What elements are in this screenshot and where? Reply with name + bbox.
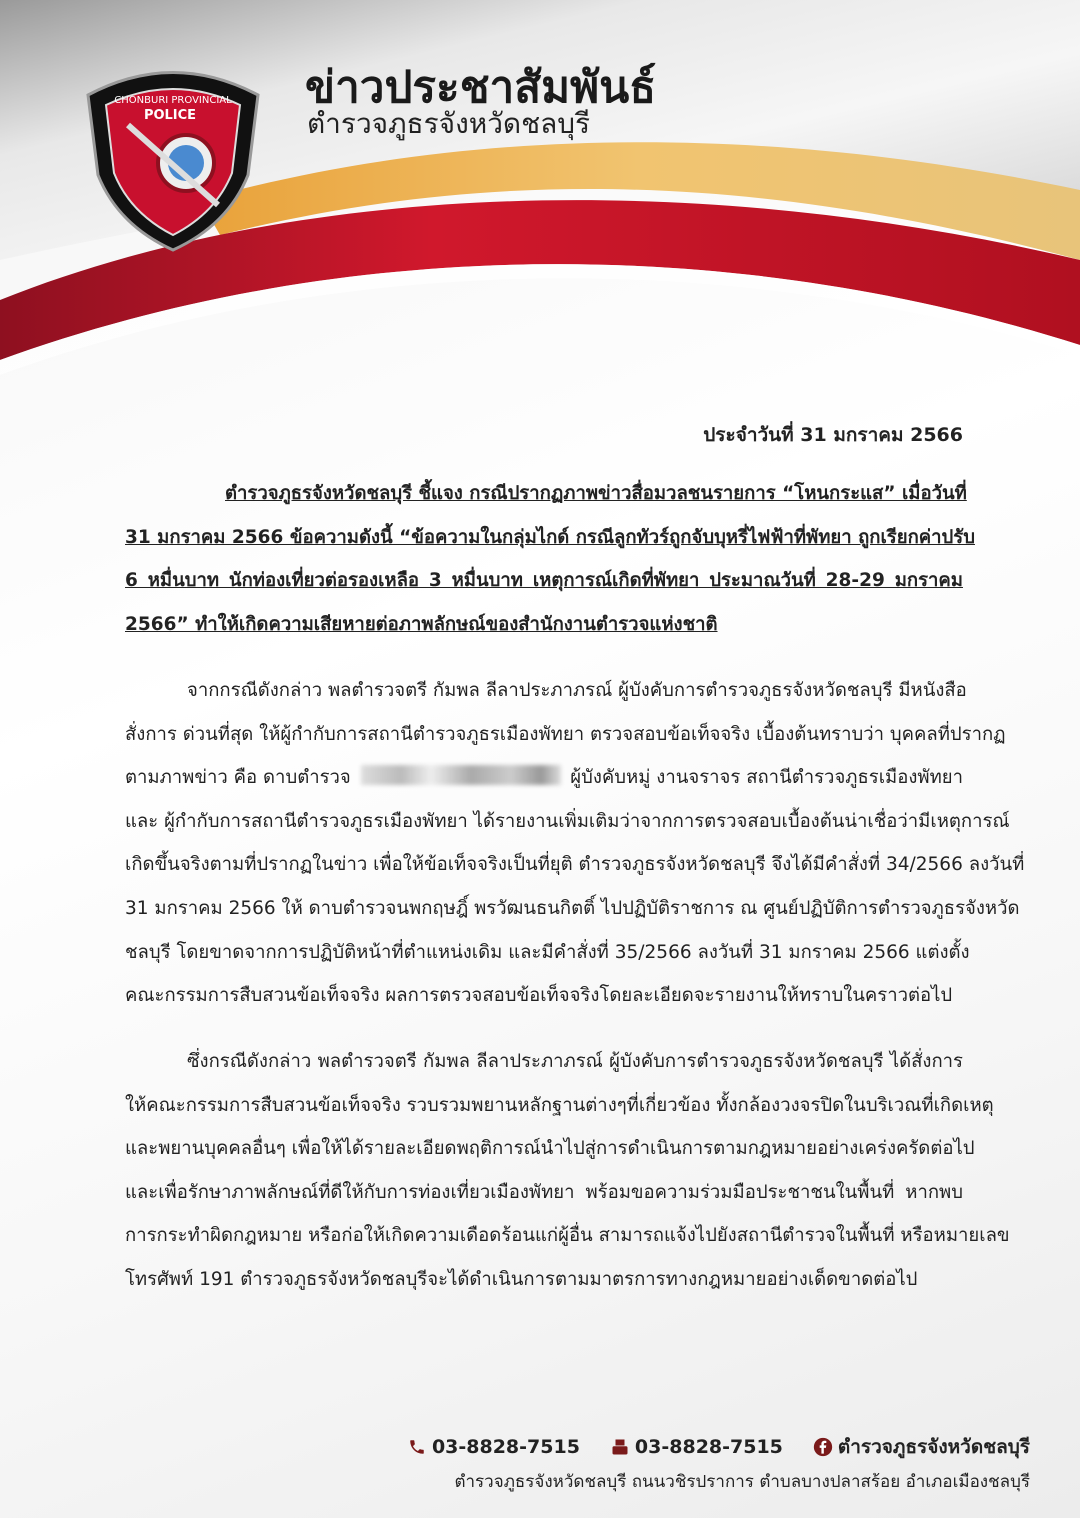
headline-line: 31 มกราคม 2566 ข้อความดังนี้ “ข้อความในกลุ่มไกด์ กรณีลูกทัวร์ถูกจับบุหรี่ไฟฟ้าที่พัทยา ถูกเรียกค่าปรับ xyxy=(125,526,975,548)
header-title: ข่าวประชาสัมพันธ์ xyxy=(305,62,657,113)
phone-icon xyxy=(407,1437,427,1457)
facebook-page-name: ตำรวจภูธรจังหวัดชลบุรี xyxy=(837,1436,1030,1458)
header-subtitle: ตำรวจภูธรจังหวัดชลบุรี xyxy=(307,107,591,140)
body-line: จากกรณีดังกล่าว พลตำรวจตรี กัมพล ลีลาประภาภรณ์ ผู้บังคับการตำรวจภูธรจังหวัดชลบุรี มีหนังสือ xyxy=(187,680,967,701)
body-line: ให้คณะกรรมการสืบสวนข้อเท็จจริง รวบรวมพยานหลักฐานต่างๆที่เกี่ยวข้อง ทั้งกล้องวงจรปิดในบริเวณที่เกิดเหตุ xyxy=(125,1094,994,1116)
body-line: การกระทำผิดกฎหมาย หรือก่อให้เกิดความเดือดร้อนแก่ผู้อื่น สามารถแจ้งไปยังสถานีตำรวจในพื้นที่ หรือหมายเลข xyxy=(125,1225,1010,1247)
footer-fax xyxy=(610,1436,783,1458)
footer-facebook xyxy=(813,1432,1030,1462)
headline-line: 2566” ทำให้เกิดความเสียหายต่อภาพลักษณ์ของสำนักงานตำรวจแห่งชาติ xyxy=(125,613,718,635)
body-text: ตามภาพข่าว คือ ดาบตำรวจ xyxy=(125,767,351,789)
body-line: โทรศัพท์ 191 ตำรวจภูธรจังหวัดชลบุรีจะได้ดำเนินการตามมาตรการทางกฎหมายอย่างเด็ดขาดต่อไป xyxy=(125,1268,918,1290)
paragraph-2 xyxy=(125,1049,1010,1311)
fax-icon xyxy=(610,1437,630,1457)
body-line xyxy=(125,765,963,809)
body-line: ชลบุรี โดยขาดจากการปฏิบัติหน้าที่ตำแหน่งเดิม และมีคำสั่งที่ 35/2566 ลงวันที่ 31 มกราคม 2566 แต่งตั้ง xyxy=(125,941,970,963)
body-line: และพยานบุคคลอื่นๆ เพื่อให้ได้รายละเอียดพฤติการณ์นำไปสู่การดำเนินการตามกฎหมายอย่างเคร่งครัดต่อไป xyxy=(125,1138,975,1160)
body-text: ผู้บังคับหมู่ งานจราจร สถานีตำรวจภูธรเมืองพัทยา xyxy=(570,767,963,789)
redacted-name xyxy=(361,765,561,785)
headline xyxy=(125,481,975,655)
svg-text:POLICE: POLICE xyxy=(143,108,197,123)
body-line: และ ผู้กำกับการสถานีตำรวจภูธรเมืองพัทยา ได้รายงานเพิ่มเติมว่าจากการตรวจสอบเบื้องต้นน่าเชื่อว่ามีเหตุการณ์ xyxy=(125,810,1010,832)
fax-number: 03-8828-7515 xyxy=(634,1436,783,1458)
release-date: ประจำวันที่ 31 มกราคม 2566 xyxy=(703,424,963,446)
body-line: เกิดขึ้นจริงตามที่ปรากฏในข่าว เพื่อให้ข้อเท็จจริงเป็นที่ยุติ ตำรวจภูธรจังหวัดชลบุรี จึงได้มีคำสั่งที่ 34/2566 ลงวันที่ xyxy=(125,854,1025,876)
chonburi-police-logo xyxy=(78,55,268,255)
body-line: และเพื่อรักษาภาพลักษณ์ที่ดีให้กับการท่องเที่ยวเมืองพัทยา พร้อมขอความร่วมมือประชาชนในพื้นที่ หากพบ xyxy=(125,1181,963,1203)
body-line: 31 มกราคม 2566 ให้ ดาบตำรวจนพกฤษฎิ์ พรวัฒนธนกิตติ์ ไปปฏิบัติราชการ ณ ศูนย์ปฏิบัติการตำรวจภูธรจังหวัด xyxy=(125,897,1020,919)
phone-number: 03-8828-7515 xyxy=(431,1436,580,1458)
facebook-icon xyxy=(813,1437,833,1457)
headline-line: ตำรวจภูธรจังหวัดชลบุรี ชี้แจง กรณีปรากฏภาพข่าวสื่อมวลชนรายการ “โหนกระแส” เมื่อวันที่ xyxy=(225,483,967,504)
footer-contact xyxy=(407,1432,1030,1495)
body-line: ซึ่งกรณีดังกล่าว พลตำรวจตรี กัมพล ลีลาประภาภรณ์ ผู้บังคับการตำรวจภูธรจังหวัดชลบุรี ได้สั่งการ xyxy=(187,1051,963,1072)
footer-phone xyxy=(407,1436,580,1458)
svg-text:CHONBURI PROVINCIAL: CHONBURI PROVINCIAL xyxy=(114,95,232,106)
paragraph-1 xyxy=(125,678,1025,1027)
footer-address: ตำรวจภูธรจังหวัดชลบุรี ถนนวชิรปราการ ตำบลบางปลาสร้อย อำเภอเมืองชลบุรี xyxy=(454,1472,1030,1492)
headline-line: 6 หมื่นบาท นักท่องเที่ยวต่อรองเหลือ 3 หมื่นบาท เหตุการณ์เกิดที่พัทยา ประมาณวันที่ 28-29 มกราคม xyxy=(125,570,963,592)
body-line: คณะกรรมการสืบสวนข้อเท็จจริง ผลการตรวจสอบข้อเท็จจริงโดยละเอียดจะรายงานให้ทราบในคราวต่อไป xyxy=(125,985,953,1007)
body-line: สั่งการ ด่วนที่สุด ให้ผู้กำกับการสถานีตำรวจภูธรเมืองพัทยา ตรวจสอบข้อเท็จจริง เบื้องต้นทราบว่า บุคคลที่ปรากฏ xyxy=(125,723,1006,745)
